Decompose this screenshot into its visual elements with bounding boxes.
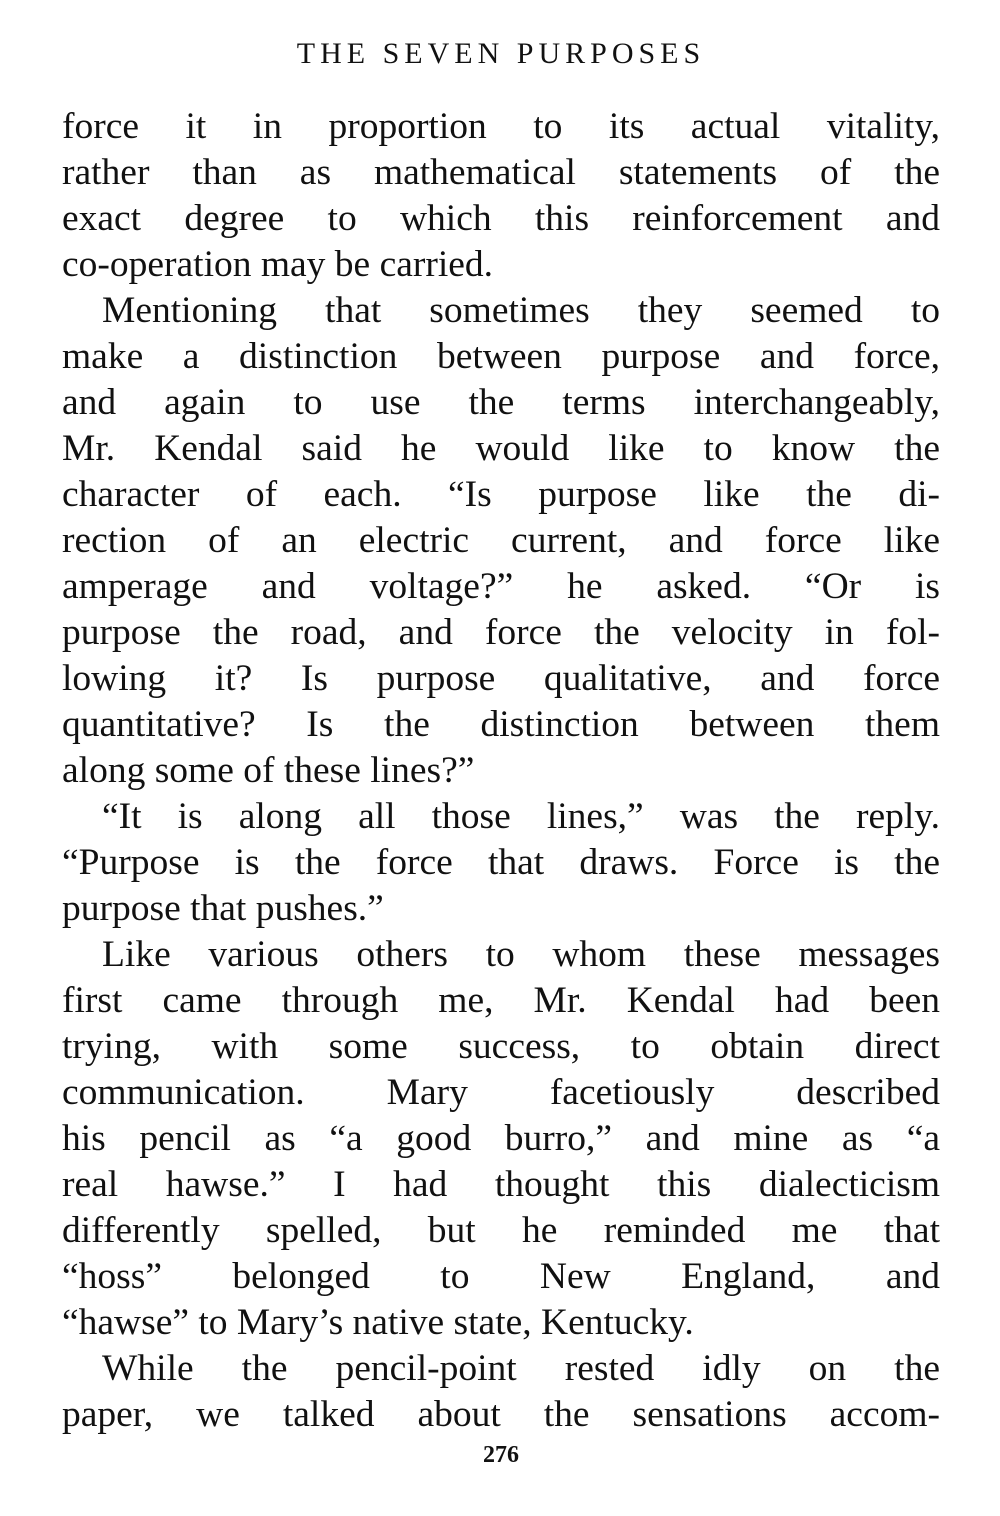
text-line: Mentioning that sometimes they seemed to — [102, 290, 940, 331]
text-line: lowing it? Is purpose qualitative, and force — [62, 658, 940, 699]
text-line: real hawse.” I had thought this dialecticism — [62, 1164, 940, 1205]
text-line: rection of an electric current, and force like — [62, 520, 940, 561]
text-line: co-operation may be carried. — [62, 244, 494, 285]
text-line: differently spelled, but he reminded me that — [62, 1210, 940, 1251]
running-head: THE SEVEN PURPOSES — [296, 37, 706, 70]
text-line: and again to use the terms interchangeably, — [62, 382, 940, 423]
text-line: “hoss” belonged to New England, and — [62, 1256, 940, 1297]
text-line: paper, we talked about the sensations accom- — [62, 1394, 940, 1435]
text-line: “Purpose is the force that draws. Force is the — [62, 842, 940, 883]
text-line: “hawse” to Mary’s native state, Kentucky. — [62, 1302, 694, 1343]
text-line: trying, with some success, to obtain direct — [62, 1026, 940, 1067]
text-line: rather than as mathematical statements of the — [62, 152, 940, 193]
text-line: purpose that pushes.” — [62, 888, 384, 929]
text-line: first came through me, Mr. Kendal had been — [62, 980, 940, 1021]
text-line: “It is along all those lines,” was the reply. — [102, 796, 940, 837]
text-line: amperage and voltage?” he asked. “Or is — [62, 566, 940, 607]
text-line: communication. Mary facetiously described — [62, 1072, 940, 1113]
page-number: 276 — [483, 1442, 519, 1468]
text-line: along some of these lines?” — [62, 750, 475, 791]
text-line: purpose the road, and force the velocity in fol- — [62, 612, 940, 653]
text-line: Mr. Kendal said he would like to know the — [62, 428, 940, 469]
text-line: make a distinction between purpose and force, — [62, 336, 940, 377]
book-page — [62, 0, 940, 1516]
text-line: Like various others to whom these messages — [102, 934, 940, 975]
text-line: force it in proportion to its actual vitality, — [62, 106, 940, 147]
text-line: exact degree to which this reinforcement and — [62, 198, 940, 239]
body-text — [62, 104, 940, 1438]
text-line: character of each. “Is purpose like the di- — [62, 474, 940, 515]
text-line: While the pencil-point rested idly on the — [102, 1348, 940, 1389]
text-line: quantitative? Is the distinction between them — [62, 704, 940, 745]
text-line: his pencil as “a good burro,” and mine as “a — [62, 1118, 940, 1159]
